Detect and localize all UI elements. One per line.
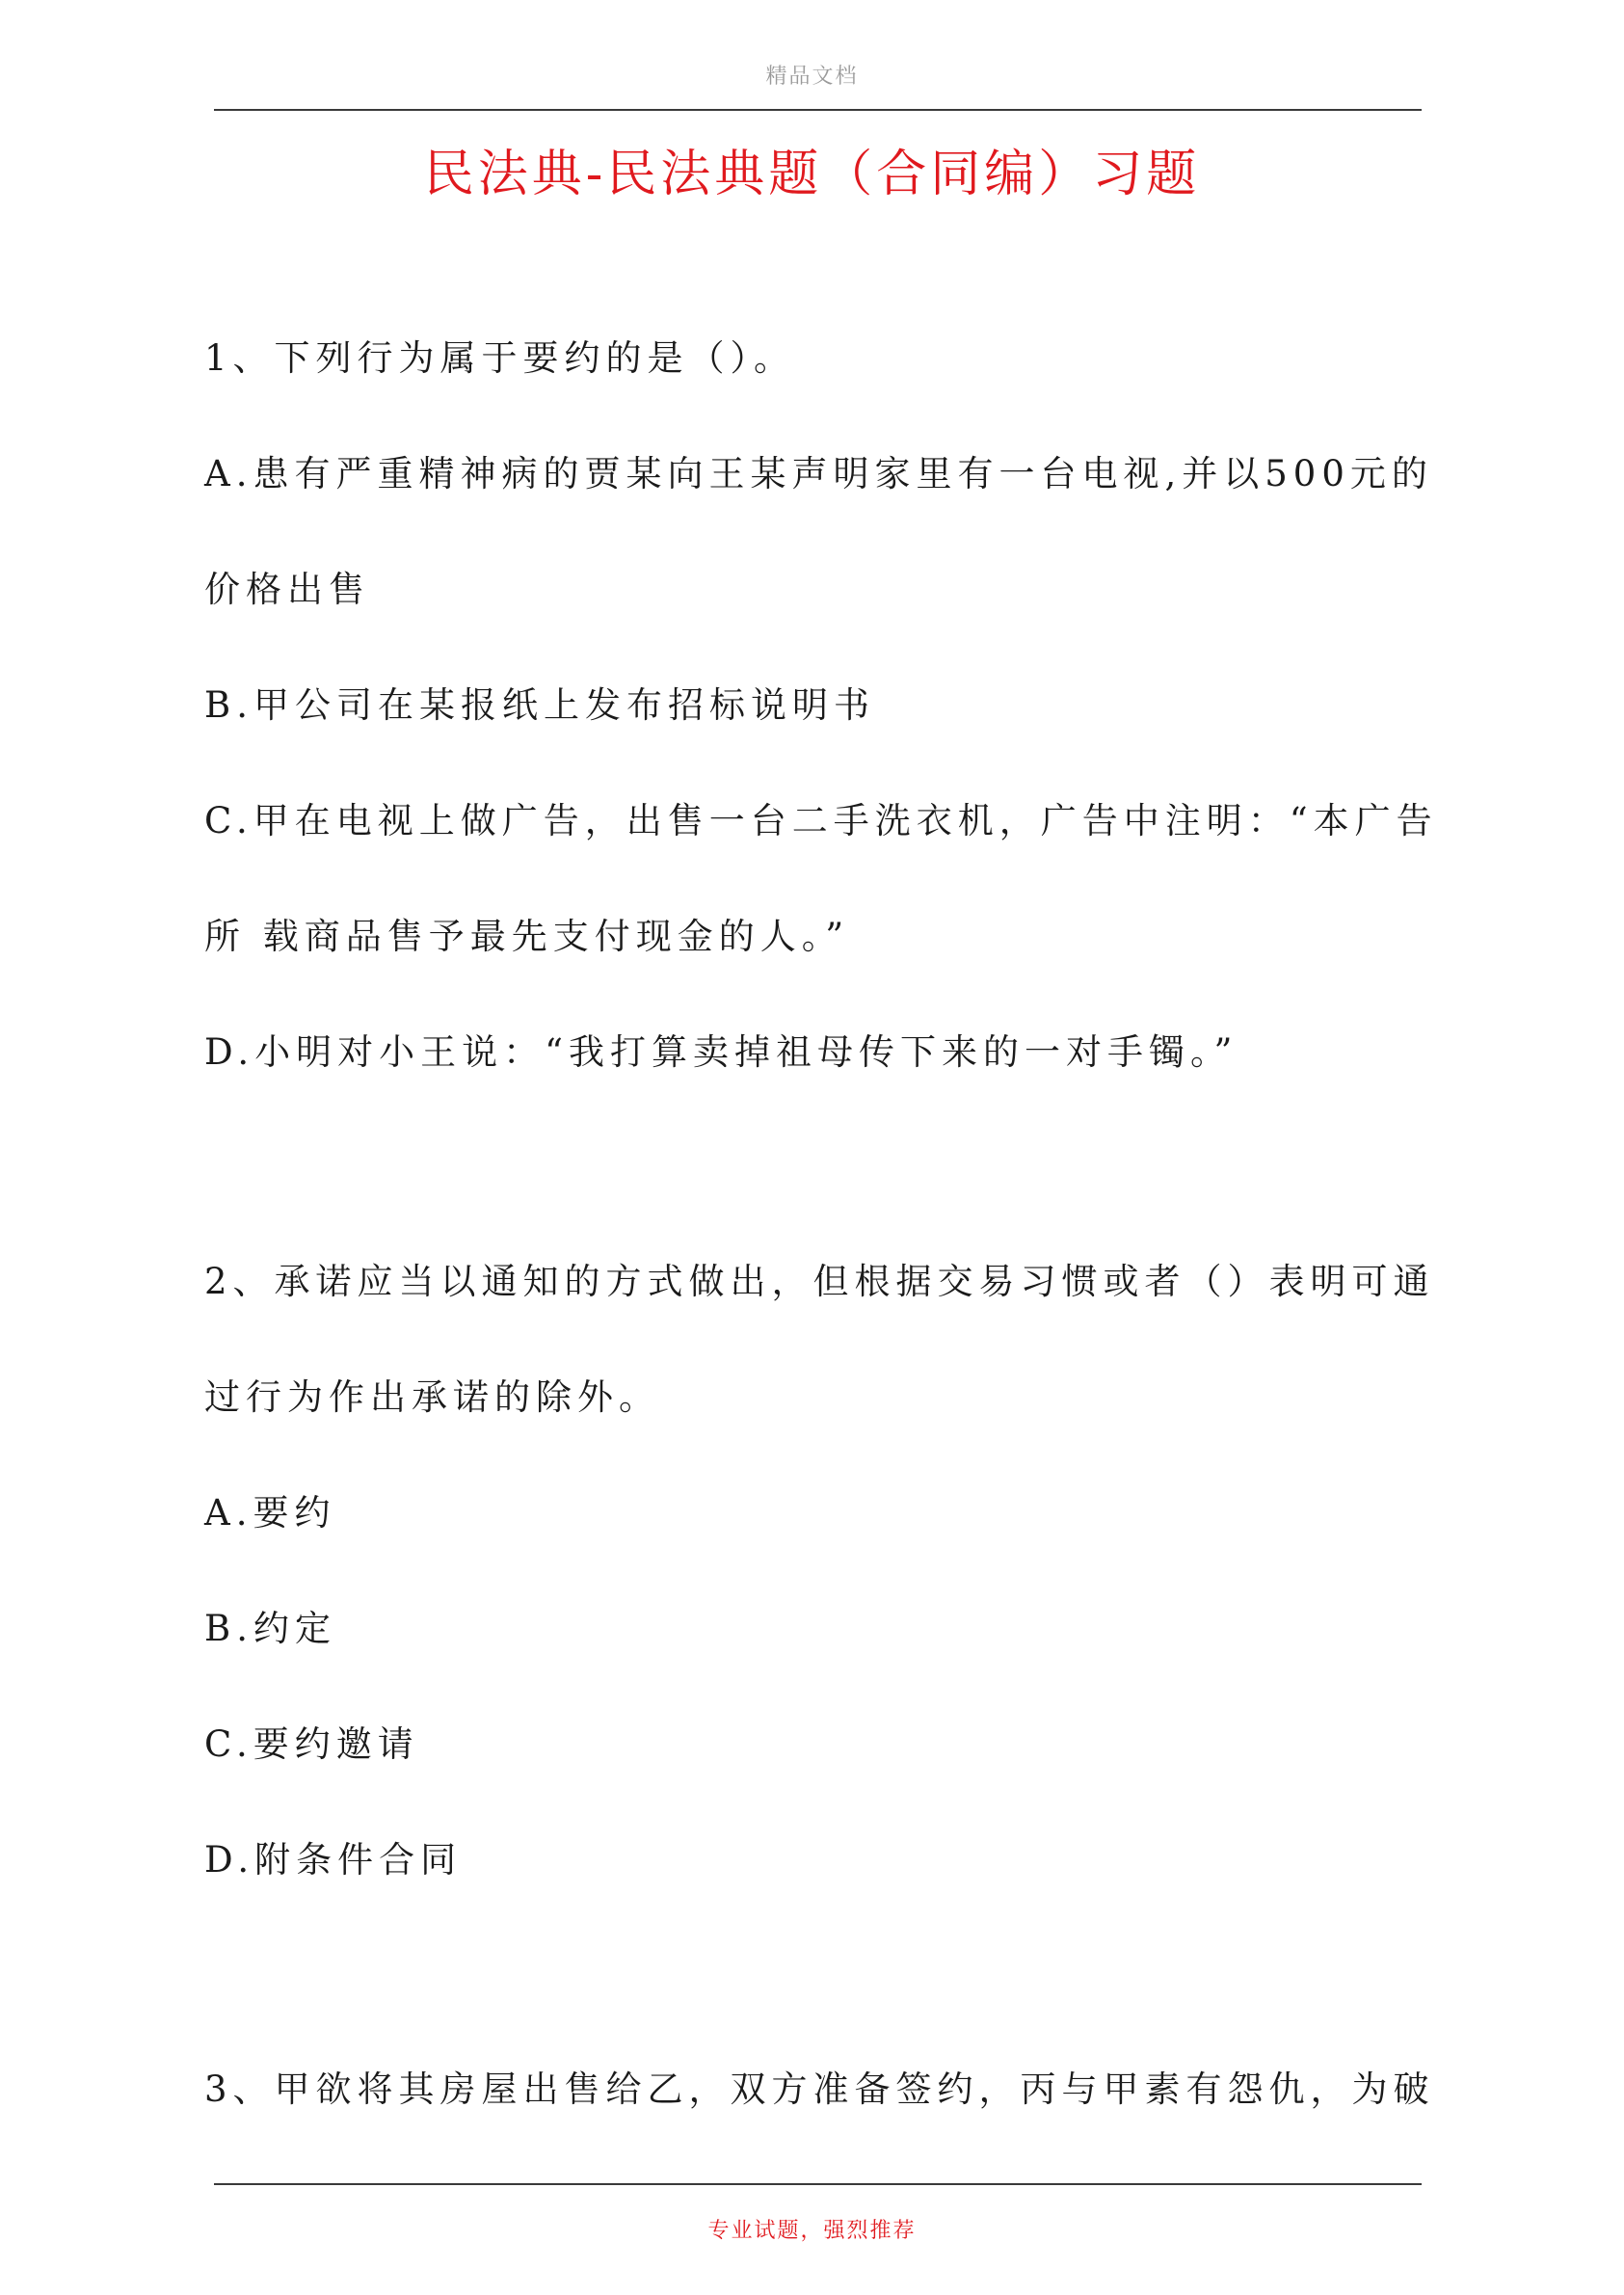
- question-1-option-d: D.小明对小王说：“我打算卖掉祖母传下来的一对手镯。”: [204, 1031, 1238, 1073]
- question-1-option-b: B.甲公司在某报纸上发布招标说明书: [204, 684, 875, 726]
- page-title: 民法典-民法典题（合同编）习题: [423, 146, 1201, 203]
- question-2-option-d: D.附条件合同: [204, 1839, 463, 1881]
- question-1-option-a: A.患有严重精神病的贾某向王某声明家里有一台电视,并以500元的: [204, 453, 1433, 494]
- question-2-option-a: A.要约: [204, 1492, 336, 1534]
- question-2-stem: 2、承诺应当以通知的方式做出，但根据交易习惯或者（）表明可通: [204, 1261, 1435, 1302]
- question-1-option-a-cont: 价格出售: [204, 569, 370, 610]
- question-3-stem: 3、甲欲将其房屋出售给乙，双方准备签约，丙与甲素有怨仇，为破: [204, 2068, 1435, 2110]
- header-text: 精品文档: [765, 65, 859, 89]
- footer-divider: [214, 2183, 1422, 2185]
- question-1-option-c: C.甲在电视上做广告，出售一台二手洗衣机，广告中注明：“本广告: [204, 800, 1438, 841]
- header-divider: [214, 109, 1422, 111]
- question-1-stem: 1、下列行为属于要约的是（）。: [204, 337, 796, 379]
- question-2-stem-cont: 过行为作出承诺的除外。: [204, 1376, 660, 1418]
- footer-text: 专业试题，强烈推荐: [707, 2219, 917, 2243]
- question-1-option-c-cont: 所 载商品售予最先支付现金的人。”: [204, 916, 850, 957]
- question-2-option-b: B.约定: [204, 1608, 336, 1649]
- question-2-option-c: C.要约邀请: [204, 1723, 419, 1765]
